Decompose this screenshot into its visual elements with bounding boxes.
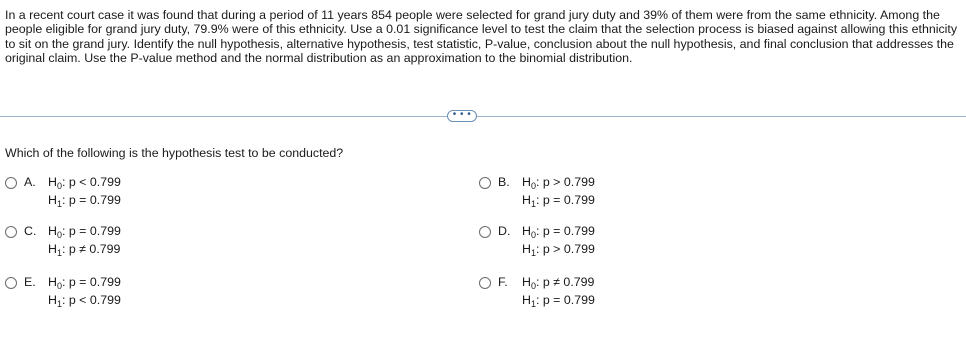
radio-button[interactable] xyxy=(5,277,17,289)
section-divider xyxy=(0,116,966,117)
option-letter: F. xyxy=(498,275,508,289)
alternative-hypothesis: $H_1$: p = 0.799 xyxy=(48,193,121,209)
radio-button[interactable] xyxy=(5,226,17,238)
option-letter: E. xyxy=(24,275,36,289)
null-hypothesis: $H_0$: p > 0.799 xyxy=(522,175,595,191)
alternative-hypothesis: $H_1$: p = 0.799 xyxy=(522,293,595,309)
null-hypothesis: $H_0$: p = 0.799 xyxy=(48,275,121,291)
problem-text: In a recent court case it was found that during a period of 11 years 854 people were selected for grand jury duty and 39% of them were from the same ethnicity. Among the people eligible for grand jury duty, 79.9% were of this ethnicity. Use a 0.01 significance level to test the claim that the selection process is biased against allowing this ethnicity to sit on the grand jury. Identify the null hypothesis, alternative hypothesis, test statistic, P-value, conclusion about the null hypothesis, and final conclusion that addresses the original claim. Use the P-value method and the normal distribution as an approximation to the binomial distribution. xyxy=(5,8,958,65)
radio-button[interactable] xyxy=(479,226,491,238)
option-b[interactable] xyxy=(479,175,779,211)
null-hypothesis: $H_0$: p = 0.799 xyxy=(522,224,595,240)
option-c[interactable] xyxy=(5,224,305,260)
null-hypothesis: $H_0$: p = 0.799 xyxy=(48,224,121,240)
question-prompt: Which of the following is the hypothesis test to be conducted? xyxy=(5,146,344,160)
radio-button[interactable] xyxy=(479,177,491,189)
option-d[interactable] xyxy=(479,224,779,260)
null-hypothesis: $H_0$: p ≠ 0.799 xyxy=(522,275,595,291)
alternative-hypothesis: $H_1$: p < 0.799 xyxy=(48,293,121,309)
option-e[interactable] xyxy=(5,275,305,311)
alternative-hypothesis: $H_1$: p ≠ 0.799 xyxy=(48,242,121,258)
alternative-hypothesis: $H_1$: p = 0.799 xyxy=(522,193,595,209)
option-a[interactable] xyxy=(5,175,305,211)
option-f[interactable] xyxy=(479,275,779,311)
radio-button[interactable] xyxy=(479,277,491,289)
option-letter: B. xyxy=(498,175,510,189)
radio-button[interactable] xyxy=(5,177,17,189)
option-letter: C. xyxy=(24,224,37,238)
alternative-hypothesis: $H_1$: p > 0.799 xyxy=(522,242,595,258)
option-letter: A. xyxy=(24,175,36,189)
expand-button[interactable]: • • • xyxy=(447,110,477,122)
option-letter: D. xyxy=(498,224,511,238)
null-hypothesis: $H_0$: p < 0.799 xyxy=(48,175,121,191)
